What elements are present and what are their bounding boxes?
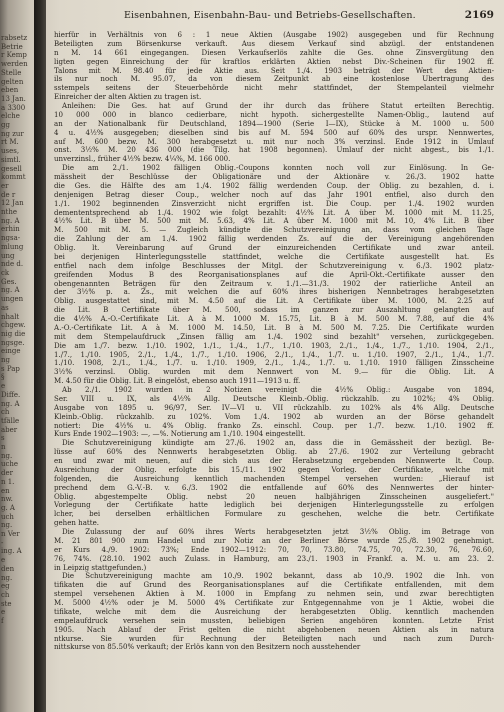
text-line: Anleihen: Die Ges. hat auf Grund der ihr durch das frühere Statut erteilten Berechtig. (62, 102, 494, 110)
left-fragment-line: eg (1, 582, 10, 591)
left-fragment-line: ng. A (1, 286, 20, 295)
text-line: n M. 14 661 eingegangen. Diesen Verkaufserlös zahlte die Ges. ohne Zinsvergütung den (54, 48, 494, 57)
text-line: hierfür in Verhältnis von 6 : 1 neue Aktien (Ausgabe 1902) ausgegeben und für Rechnung (54, 31, 494, 39)
left-fragment-line: eben (1, 86, 19, 95)
previous-page-fragments (0, 34, 34, 712)
paragraph (54, 102, 494, 164)
page-number: 2169 (464, 9, 494, 21)
text-line: Ausreichung der Oblig. erfolgte bis 15./11. 1902 gegen Vorleg. der Certifikate, welche mit (54, 465, 494, 474)
left-fragment-line: werden (1, 60, 28, 69)
text-line: mässheit der Beschlüsse der Obligationäre und der Aktionäre v. 26./3. 1902 hatte (54, 173, 494, 181)
page-body (54, 31, 494, 707)
text-line: Oblig. ausgestattet sind, mit M. 4.50 auf die Lit. A Certifikate über M. 1000, M. 2.25 auf (54, 297, 494, 306)
left-fragment-line: nde d. (1, 260, 24, 269)
text-line: die 4½% A.-O.-Certifikate Lit. A à M. 1000 M. 15.75, Lit. B à M. 500 M. 7.88, auf die 4% (54, 315, 494, 323)
left-fragment-line: den (1, 564, 15, 573)
left-fragment-line: einge (1, 347, 21, 356)
left-fragment-line: uses, (1, 147, 20, 156)
left-fragment-line: nig die (1, 329, 26, 338)
paragraph (54, 528, 494, 572)
text-line: Vorlegung der Certifikate hatte lediglich bei derjenigen Hinterlegungsstelle zu erfolgen (54, 501, 494, 510)
text-line: M. 500 mit M. 5. — Zugleich kündigte die Schutzvereinigung an, dass vom gleichen Tage (54, 226, 494, 235)
text-line: 4½% Lit. B über M. 500 mit M. 5.63, 4% Lit. A über M. 1000 mit M. 10, 4% Lit. B über (54, 217, 494, 226)
text-line: M. 21 801 900 zum Handel und zur Notiz an der Berliner Börse wurde 25./8. 1902 genehmigt. (54, 536, 494, 545)
text-line: er Kurs 4./9. 1902: 73%; Ende 1902—1912: 70, 70, 73.80, 74.75, 70, 72.30, 76, 76.60, (54, 545, 494, 554)
left-fragment-line: chgew. (1, 321, 26, 330)
text-line: 4 u. 4½% ausgegeben; dieselben sind bis auf M. 594 500 auf 60% des urspr. Nennwertes, (54, 128, 494, 137)
left-fragment-line: ng zur (1, 129, 24, 138)
text-line: A.-O.-Certifikate Lit. A à M. 1000 M. 14.50, Lit. B à M. 500 M. 7.25. Die Certifikate wurden (54, 323, 494, 332)
text-line: in Leipzig stattgefunden.) (54, 563, 147, 572)
left-fragment-line: 12 Jan (1, 199, 24, 208)
left-fragment-line: § (1, 373, 5, 382)
text-line: notiert: Die 4½% u. 4% Oblig. franko Zs. einschl. Coup. per 1./7. bezw. 1./10. 1902 ff. (54, 421, 494, 430)
text-line: Beteiligten zum Börsenkurse verkauft. Aus diesem Verkauf sind abzügl. der entstandenen (54, 39, 494, 48)
left-fragment-line: nthe (1, 208, 17, 217)
left-fragment-line: ch (1, 408, 10, 417)
text-line: lüsse auf 60% des Nennwerts herabgesetzten Oblig. ab 27./6. 1902 zur Verteilung gebracht (54, 448, 494, 457)
text-line: ligten gegen Einreichung der für kraftlos erklärten Aktien nebst Div.-Scheinen für 1902 ff. (54, 57, 494, 66)
left-fragment-line: r Kemp (1, 51, 27, 60)
text-line: an der Nationalbank für Deutschland, 1894—1900 (Serie I—IX), Stücke à M. 1000 u. 500 (54, 119, 494, 128)
left-fragment-line: - (1, 538, 4, 547)
left-fragment-line: uch (1, 512, 14, 521)
text-line: M. 4.50 für die Oblig. Lit. B eingelöst, ebenso auch 1911—1913 u. ff. (54, 377, 301, 386)
text-line: lcher, bei derselben erhältlichen Formulare zu geschehen, welche die betr. Certifikate (54, 510, 494, 519)
left-fragment-line: ing. A (1, 547, 22, 556)
left-fragment-line: gelten (1, 77, 24, 86)
text-line: die Zahlung der am 1./4. 1902 fällig werdenden Zs. auf die der Vereinigung angehörenden (54, 235, 494, 244)
left-fragment-line: s Pap (1, 364, 20, 373)
text-line: demententsprechend ab 1./4. 1902 wie folgt bezahlt: 4½% Lit. A über M. 1000 mit M. 11.25, (54, 208, 494, 217)
text-line: nittskurse von 85.50% verkauft; der Erlös kann von den Besitzern noch ausstehender (54, 643, 361, 652)
left-fragment-line: ng. A (1, 216, 20, 225)
text-line: unverzinsl., früher 4½% bezw. 4¼%, M. 166 000. (54, 155, 231, 164)
left-fragment-line: gesell (1, 164, 22, 173)
left-fragment-line: f (1, 617, 4, 626)
left-fragment-line: as (1, 303, 9, 312)
left-fragment-line: erhin (1, 225, 20, 234)
left-fragment-line: uche (1, 460, 19, 469)
text-line: Talons mit M. 98.40 für jede Aktie aus. Seit 1./4. 1903 beträgt der Wert des Aktien- (54, 66, 494, 75)
left-fragment-line: e (1, 556, 6, 565)
text-line: 1./7., 1./10. 1905, 2./1., 1./4., 1./7., 1./10. 1906, 2./1., 1./4., 1./7. u. 1./10. 1907, 2./1., 1./4., 1./7. (54, 350, 494, 359)
text-line: folgenden, die Ausreichung kenntlich machenden Stempel versehen wurden: „Hierauf ist (54, 474, 494, 483)
text-line: obengenannten Beträgen für den Zeitraum v. 1./1.—31./3. 1902 der ratierliche Anteil an (54, 279, 494, 288)
text-line: 1./10. 1908, 2./1., 1./4., 1./7. u. 1./10. 1909, 2./1., 1./4., 1./7. u. 1./10. 1910 fälligen Zinsscheine (54, 359, 494, 368)
book-spine-gutter (34, 0, 46, 712)
text-line: prechend dem G.-V.-B. v. 6./3. 1902 die entfallende auf 60% des Nennwertes der hinter- (54, 483, 494, 492)
text-line: onst. 3½% M. 20 436 000 (die Tilg. hat 1908 begonnen). Umlauf der nicht abgest., bis 1./1. (54, 146, 494, 155)
left-fragment-line: gg (1, 121, 10, 130)
left-fragment-line: nhalt (1, 312, 20, 321)
left-fragment-line: n 1. (1, 477, 15, 486)
text-line: Die am 1./7. bezw. 1./10. 1902, 1./1., 1./4., 1./7., 1./10. 1903, 2./1., 1./4., 1./7., 1./10. 1904, 2./1., (54, 341, 494, 350)
text-line: ils nur noch M. 95.07, da von diesem Zeitpunkt ab eine kostenlose Übertragung des (54, 75, 494, 84)
paragraph (54, 386, 494, 439)
text-line: tifikaten die auf Grund des Reorganisationsplanes auf die Certifikate entfallenden, mit dem (54, 581, 494, 590)
text-line: die Ges. die Hälfte des am 1./4. 1902 fällig werdenden Coup. der Oblig. zu bezahlen, d. i. (54, 181, 494, 190)
left-fragment-line: Betrie (1, 42, 23, 51)
left-fragment-line: n (1, 443, 6, 452)
left-fragment-line: g. A (1, 503, 15, 512)
left-fragment-line: rabsetz (1, 34, 28, 42)
left-fragment-line: de r (1, 190, 16, 199)
left-fragment-line: Diffe. (1, 390, 21, 399)
text-line: stempel versehenen Aktien à M. 1000 in Empfang zu nehmen sein, und zwar berechtigten (54, 590, 494, 599)
left-fragment-line: ng. A (1, 399, 20, 408)
text-line: en und zwar mit neuen, auf die sich aus der Herabsetzung ergebenden Nennwerte lt. Coup. (54, 457, 494, 465)
paragraph (54, 572, 494, 652)
text-line: 10 000 000 in blanco cedierbare, nicht hypoth. sichergestellte Namen-Oblig., lautend auf (54, 110, 494, 119)
left-fragment-line: der (1, 469, 13, 478)
text-line: mit dem Stempelaufdruck „Zinsen fällig am 1./4. 1902 sind bezahlt" versehen, zurückgegeben. (54, 332, 494, 341)
text-line: Die am 2./1. 1902 fälligen Oblig.-Coupons konnten noch voll zur Einlösung. In Ge- (62, 164, 494, 173)
text-line: 1905. Nach Ablauf der Frist gelten die nicht abgehobenen neuen Aktien als in natura (54, 625, 494, 634)
paragraph (54, 31, 494, 102)
text-line: Oblig. abgestempelte Oblig. nebst 20 neuen halbjährigen Zinsscheinen ausgeliefert." (54, 492, 494, 501)
text-line: entfiel nach dem infolge Beschlusses der Mitgl. der Schutzvereinigung v. 6./3. 1902 platz- (54, 261, 494, 270)
left-fragment-line: n Ver (1, 530, 20, 539)
left-fragment-line: simtl. (1, 155, 21, 164)
left-fragment-line: e (1, 382, 6, 391)
left-fragment-line: ste (1, 599, 12, 608)
text-line: 3½% verzinsl. Oblig. wurden mit dem Nennwert von M. 9.— für die Oblig. Lit. A (54, 368, 494, 377)
left-fragment-line: er (1, 181, 9, 190)
text-line: 76, 74%. (28.10. 1902 auch Zulass. in Hamburg, am 23./1. 1903 in Frankf. a. M. u. am 23. 2. (54, 554, 494, 563)
text-line: Die Schutzvereinigung machte am 10./9. 1902 bekannt, dass ab 10./9. 1902 die Inh. von (62, 572, 494, 581)
text-line: Ausgabe von 1895 u. 96/97, Ser. IV—VI u. VII rückzahlb. zu 102% als 4% Allg. Deutsche (54, 403, 494, 412)
text-line: Kurs Ende 1902—1903: —, —%. Notierung am 1./10. 1904 eingestellt. (54, 430, 306, 439)
left-fragment-line: e (1, 608, 6, 617)
left-fragment-line: tfälle (1, 416, 20, 425)
left-fragment-line: aber (1, 425, 18, 434)
paragraph (54, 439, 494, 528)
text-line: bei derjenigen Hinterlegungsstelle stattfindet, welche die Certifikate ausgestellt hat. Es (54, 252, 494, 261)
left-fragment-line: rt M. (1, 138, 19, 147)
text-line: ntkurse. Sie wurden für Rechnung der Beteiligten nach und nach zum Durch- (54, 634, 494, 643)
left-fragment-line: ng. (1, 573, 13, 582)
left-fragment-line: kommt (1, 173, 26, 182)
left-fragment-line: ngsa- (1, 234, 21, 243)
left-fragment-line: ungen (1, 295, 24, 304)
left-fragment-line: 13 Jan. (1, 94, 26, 103)
text-line: empelaufdruck versehen sein mussten, beliebigen Serien angehören konnten. Letzte Frist (54, 616, 494, 625)
text-line: Die Zulassung der auf 60% ihres Werts herabgesetzten jetzt 3½% Oblig. im Betrage von (62, 528, 494, 536)
left-fragment-line: nw. (1, 495, 13, 504)
text-line: Oblig. lt. Vereinbarung auf Grund der einzureichenden Certifikate und zwar anteil. (54, 244, 494, 252)
left-fragment-line: ngsge. (1, 338, 25, 347)
text-line: M. 5000 4½% oder je M. 5000 4% Certifikate zur Entgegennahme von je 1 Aktie, wobei die (54, 599, 494, 607)
text-line: sstempels seitens der Steuerbehörde nicht mehr stattfindet, der Stempelanteil vielmehr (54, 84, 494, 93)
text-line: die Lit. B Certifikate über M. 500, sodass im ganzen zur Auszahltung gelangten auf (54, 306, 494, 315)
paragraph (54, 164, 494, 386)
text-line: 1./1. 1902 beginnenden Zinsverzicht nicht ergriffen ist. Die Coup. per 1./4. 1902 wurden (54, 199, 494, 208)
left-fragment-line: a 3300 (1, 103, 26, 112)
left-fragment-line: en (1, 486, 10, 495)
text-line: Ab 2./1. 1902 wurden in 2 Notizen vereinigt die 4½% Oblig.: Ausgabe von 1894, (62, 386, 494, 394)
text-line: denjenigen Betrag dieser Coup., welcher noch auf das Jahr 1901 entfiel, also durch den (54, 190, 494, 199)
left-fragment-line: ng. (1, 521, 13, 530)
text-line: auf M. 600 bezw. M. 300 herabgesetzt u. mit nur noch 3% verzinsl. Ende 1912 in Umlauf (54, 137, 494, 146)
left-fragment-line: ch (1, 591, 10, 599)
left-fragment-line: s (1, 434, 5, 443)
left-fragment-line: Ges. (1, 277, 17, 286)
left-fragment-line: ng (1, 356, 10, 365)
text-line: Kleinb.-Oblig. rückzahlb. zu 102%. Vom 1./4. 1902 ab wurden an der Börse gehandelt (54, 412, 494, 421)
text-line: Einreicher der alten Aktien zu tragen ist. (54, 93, 202, 102)
page-header (54, 8, 494, 24)
text-line: tifikate, welche mit dem die Ausreichung der herabgesetzten Oblig. kenntlich machenden (54, 607, 494, 616)
left-fragment-line: Stelle (1, 68, 22, 77)
left-fragment-line: ck (1, 268, 10, 277)
text-line: gehen hatte. (54, 519, 99, 528)
left-fragment-line: elche (1, 112, 20, 121)
left-fragment-line: ung (1, 251, 15, 260)
text-line: der 3½% p. a. Zs., mit welchen die auf 60% ihres bisherigen Nennbetrages herabgesetzten (54, 288, 494, 297)
text-line: greifenden Modus B des Reorganisationsplanes auf die April-Okt.-Certifikate ausser den (54, 270, 494, 279)
left-fragment-line: ng. (1, 451, 13, 460)
left-fragment-line: mlung (1, 242, 24, 251)
running-head: Eisenbahnen, Eisenbahn-Bau- und Betriebs-Gesellschaften. (124, 10, 416, 21)
text-line: Die Schutzvereinigung kündigte am 27./6. 1902 an, dass die in Gemässheit der bezügl. Be- (62, 439, 494, 448)
text-line: Ser. VIII u. IX, als 4½% Allg. Deutsche Kleinb.-Oblig. rückzahlb. zu 102%; 4% Oblig. (54, 394, 494, 403)
